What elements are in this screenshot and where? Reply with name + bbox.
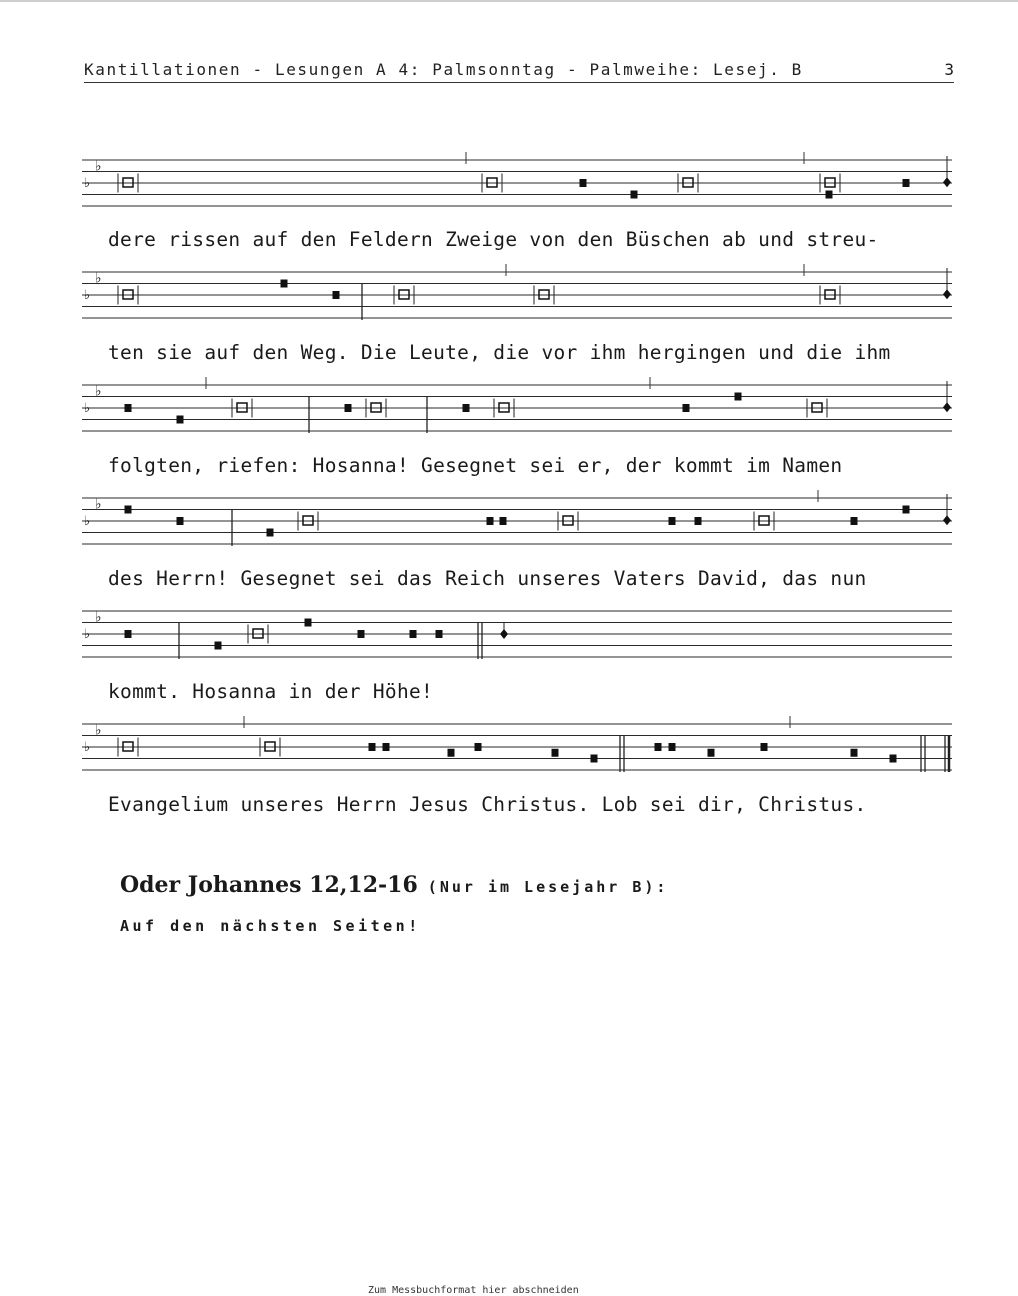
flat-sign: ♭ [84, 740, 91, 755]
punctum-note [177, 416, 184, 424]
punctum-note [683, 404, 690, 412]
punctum-note [487, 517, 494, 525]
punctum-note [215, 642, 222, 650]
punctum-note [655, 743, 662, 751]
end-diamond-note [943, 289, 951, 299]
flat-sign: ♭ [95, 270, 102, 287]
punctum-note [177, 517, 184, 525]
punctum-note [761, 743, 768, 751]
punctum-note [125, 404, 132, 412]
lyric-line-6: Evangelium unseres Herrn Jesus Christus. Lob sei dir, Christus. [108, 793, 867, 816]
punctum-note [500, 517, 507, 525]
punctum-note [631, 191, 638, 199]
flat-sign: ♭ [95, 609, 102, 626]
punctum-note [383, 743, 390, 751]
end-diamond-note [943, 402, 951, 412]
header-title: Kantillationen - Lesungen A 4: Palmsonntag - Palmweihe: Lesej. B [84, 60, 803, 79]
end-diamond-note [943, 515, 951, 525]
punctum-note [591, 755, 598, 763]
punctum-note [903, 179, 910, 187]
cut-line-note: Zum Messbuchformat hier abschneiden [368, 1285, 579, 1296]
punctum-note [669, 743, 676, 751]
end-diamond-note [943, 177, 951, 187]
flat-sign: ♭ [95, 722, 102, 739]
punctum-note [580, 179, 587, 187]
flat-sign: ♭ [95, 158, 102, 175]
punctum-note [851, 749, 858, 757]
punctum-note [708, 749, 715, 757]
punctum-note [851, 517, 858, 525]
punctum-note [345, 404, 352, 412]
flat-sign: ♭ [84, 627, 91, 642]
punctum-note [903, 506, 910, 514]
punctum-note [669, 517, 676, 525]
punctum-note [890, 755, 897, 763]
punctum-note [125, 630, 132, 638]
flat-sign: ♭ [84, 288, 91, 303]
punctum-note [267, 529, 274, 537]
punctum-note [735, 393, 742, 401]
punctum-note [369, 743, 376, 751]
flat-sign: ♭ [95, 496, 102, 513]
punctum-note [448, 749, 455, 757]
lyric-line-1: dere rissen auf den Feldern Zweige von den Büschen ab und streu- [108, 228, 879, 251]
punctum-note [125, 506, 132, 514]
punctum-note [305, 619, 312, 627]
punctum-note [333, 291, 340, 299]
flat-sign: ♭ [84, 176, 91, 191]
punctum-note [826, 191, 833, 199]
punctum-note [281, 280, 288, 288]
punctum-note [358, 630, 365, 638]
punctum-note [552, 749, 559, 757]
flat-sign: ♭ [84, 514, 91, 529]
end-diamond-note [500, 629, 508, 639]
punctum-note [463, 404, 470, 412]
punctum-note [410, 630, 417, 638]
punctum-note [436, 630, 443, 638]
flat-sign: ♭ [84, 401, 91, 416]
punctum-note [695, 517, 702, 525]
lyric-line-2: ten sie auf den Weg. Die Leute, die vor ihm hergingen und die ihm [108, 341, 891, 364]
flat-sign: ♭ [95, 383, 102, 400]
punctum-note [475, 743, 482, 751]
alternative-reading-title: Oder Johannes 12,12-16 [120, 872, 418, 898]
next-pages-pointer: Auf den nächsten Seiten! [120, 917, 421, 935]
lyric-line-3: folgten, riefen: Hosanna! Gesegnet sei er, der kommt im Namen [108, 454, 843, 477]
lyric-line-4: des Herrn! Gesegnet sei das Reich unseres Vaters David, das nun [108, 567, 867, 590]
lyric-line-5: kommt. Hosanna in der Höhe! [108, 680, 434, 703]
alternative-reading [120, 872, 668, 898]
page-number: 3 [944, 60, 954, 79]
alternative-reading-note: (Nur im Lesejahr B): [427, 878, 669, 896]
